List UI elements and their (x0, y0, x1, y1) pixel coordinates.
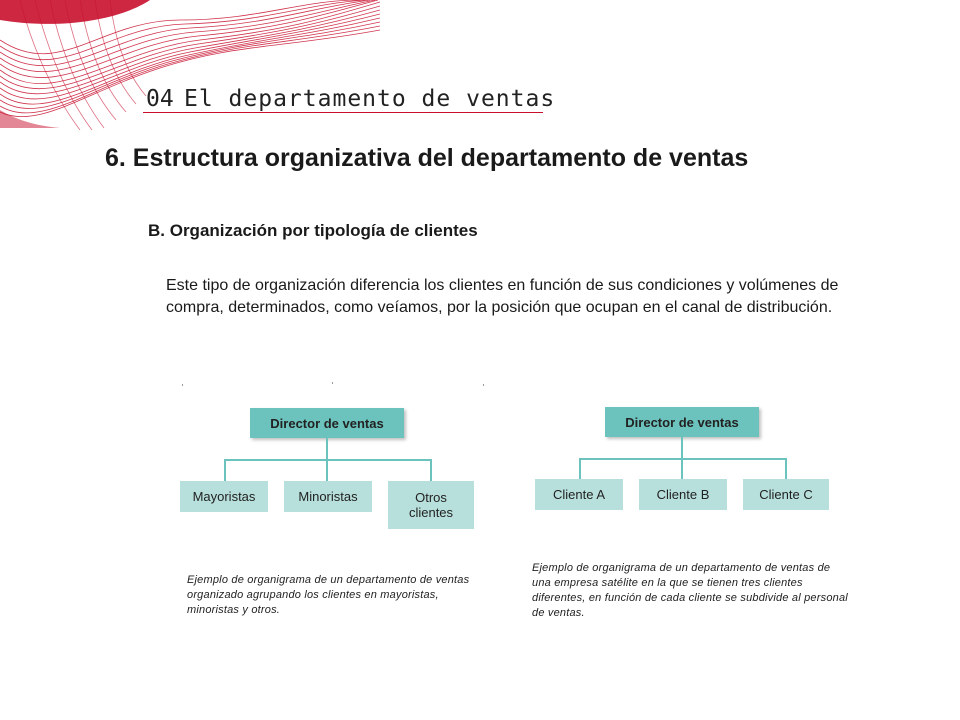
connector-line (430, 459, 432, 481)
org-head-box: Director de ventas (250, 408, 404, 438)
connector-line (224, 459, 432, 461)
decorative-dot (332, 382, 333, 384)
connector-line (681, 437, 683, 459)
org-child-box: Cliente A (535, 479, 623, 510)
connector-line (326, 438, 328, 460)
chapter-number: 04 (146, 86, 174, 112)
connector-line (785, 458, 787, 479)
org-child-box: Otros clientes (388, 481, 474, 529)
org-child-box: Cliente B (639, 479, 727, 510)
chapter-title: El departamento de ventas (184, 86, 556, 112)
connector-line (579, 458, 581, 479)
caption-right: Ejemplo de organigrama de un departamento de ventas de una empresa satélite en la que se tienen tres clientes diferentes, en función de cada cliente se subdivide al personal de ventas. (532, 562, 848, 619)
org-head-box: Director de ventas (605, 407, 759, 437)
org-child-box: Cliente C (743, 479, 829, 510)
section-title: 6. Estructura organizativa del departamento de ventas (105, 144, 749, 172)
connector-line (579, 458, 787, 460)
section-body: Este tipo de organización diferencia los clientes en función de sus condiciones y volúmenes de compra, determinados, como veíamos, por la posición que ocupan en el canal de distribución. (166, 277, 839, 316)
section-subtitle: B. Organización por tipología de clientes (148, 221, 478, 240)
decorative-dot (483, 384, 484, 386)
caption-left: Ejemplo de organigrama de un departamento de ventas organizado agrupando los clientes en mayoristas, minoristas y otros. (187, 574, 470, 616)
connector-line (681, 458, 683, 479)
connector-line (326, 459, 328, 481)
org-child-box: Minoristas (284, 481, 372, 512)
org-child-box: Mayoristas (180, 481, 268, 512)
chapter-divider (143, 112, 543, 113)
connector-line (224, 459, 226, 481)
decorative-dot (182, 384, 183, 386)
